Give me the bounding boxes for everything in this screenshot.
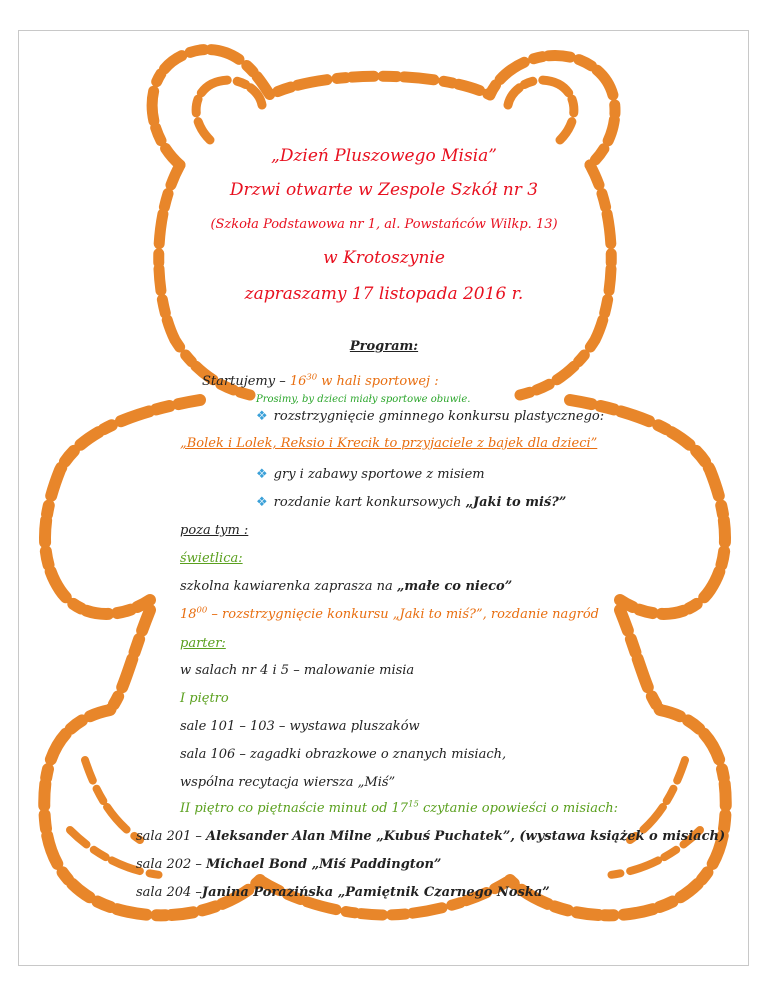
painting-line: w salach nr 4 i 5 – malowanie misia	[180, 663, 415, 678]
bullet-games: ❖ gry i zabawy sportowe z misiem	[256, 467, 485, 482]
school-address: (Szkoła Podstawowa nr 1, al. Powstańców Wilkp. 13)	[210, 217, 558, 232]
date-line: zapraszamy 17 listopada 2016 r.	[244, 284, 524, 304]
award-line: $18^{00}$ – rozstrzygnięcie konkursu „Jaki to miś?”, rozdanie nagród	[180, 604, 599, 622]
bullet-cards: ❖ rozdanie kart konkursowych „Jaki to miś?”	[256, 495, 567, 510]
diamond-bullet-icon: ❖	[256, 495, 268, 510]
room-first-floor: I piętro	[180, 691, 229, 706]
room-204-line: sala 204 –Janina Porazińska „Pamiętnik Czarnego Noska”	[136, 885, 550, 900]
city-line: w Krotoszynie	[323, 248, 445, 268]
diamond-bullet-icon: ❖	[256, 467, 268, 482]
program-heading: Program:	[349, 339, 419, 354]
room-common: świetlica:	[180, 551, 243, 566]
cafe-line: szkolna kawiarenka zaprasza na „małe co nieco”	[180, 579, 513, 594]
recital-line: wspólna recytacja wiersza „Miś”	[180, 775, 396, 790]
contest-title: „Bolek i Lolek, Reksio i Krecik to przyjaciele z bajek dla dzieci”	[180, 436, 598, 451]
start-time: $16^{30}$ w hali sportowej :	[289, 371, 439, 389]
besides-label: poza tym :	[180, 523, 249, 538]
event-title: „Dzień Pluszowego Misia”	[271, 146, 497, 166]
room-202-line: sala 202 – Michael Bond „Miś Paddington”	[136, 857, 442, 872]
event-subtitle: Drzwi otwarte w Zespole Szkół nr 3	[229, 180, 539, 200]
room-ground: parter:	[180, 636, 226, 651]
shoes-note: Prosimy, by dzieci miały sportowe obuwie.	[256, 394, 471, 405]
exhibit-line: sale 101 – 103 – wystawa pluszaków	[180, 719, 420, 734]
start-line	[202, 371, 439, 389]
riddles-line: sala 106 – zagadki obrazkowe o znanych misiach,	[180, 747, 507, 762]
bullet-contest: ❖ rozstrzygnięcie gminnego konkursu plastycznego:	[256, 409, 605, 424]
room-201-line: sala 201 – Aleksander Alan Milne „Kubuś Puchatek”, (wystawa książek o misiach)	[136, 829, 726, 844]
start-prefix: Startujemy –	[202, 374, 290, 389]
diamond-bullet-icon: ❖	[256, 409, 268, 424]
second-floor-line: II piętro co piętnaście minut od $17^{15}$ czytanie opowieści o misiach:	[180, 798, 619, 816]
